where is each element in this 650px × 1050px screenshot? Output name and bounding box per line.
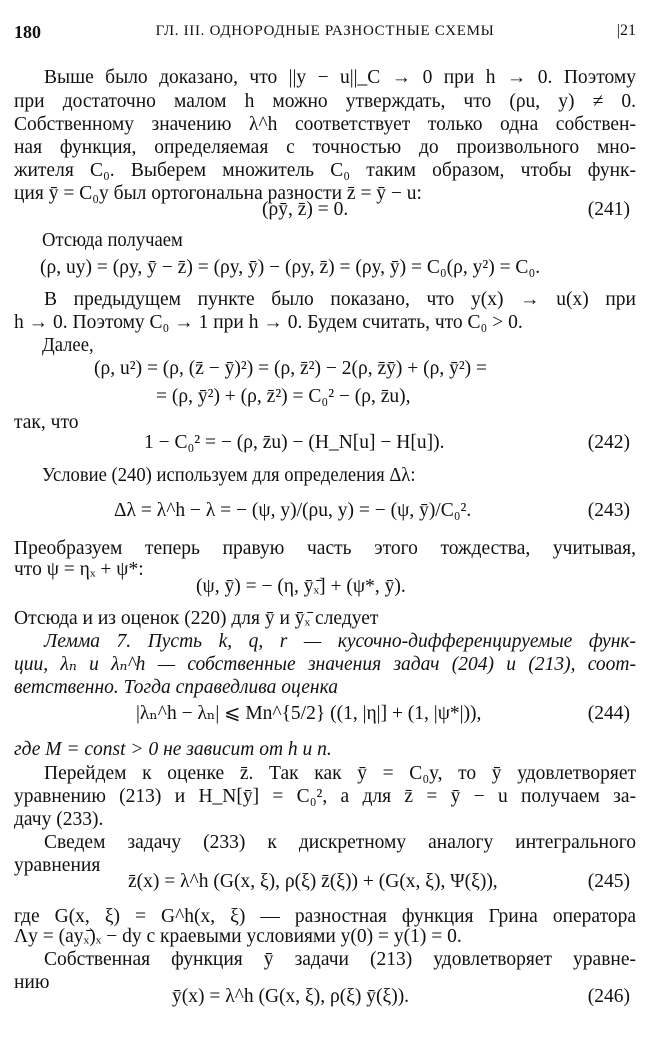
text-line-24: уравнения <box>14 855 101 876</box>
text-line-22: дачу (233). <box>14 809 104 830</box>
equation-number-243: (243) <box>587 500 630 521</box>
text-line-5: жителя C₀. Выберем множитель C₀ таким образом, чтобы функ- <box>14 160 636 181</box>
text-line-14: что ψ = ηₓ + ψ*: <box>14 559 144 580</box>
page-number: 180 <box>14 22 41 42</box>
running-title: ГЛ. III. ОДНОРОДНЫЕ РАЗНОСТНЫЕ СХЕМЫ <box>155 23 495 39</box>
lemma-line-4: где M = const > 0 не зависит от h и n. <box>14 739 332 760</box>
lemma-line-3: ветственно. Тогда справедлива оценка <box>14 677 338 698</box>
text-line-3: Собственному значению λ^h соответствует только одна собствен- <box>14 114 636 135</box>
equation-241: (ρȳ, z̄) = 0. <box>262 199 349 220</box>
text-line-25: где G(x, ξ) = G^h(x, ξ) — разностная функция Грина оператора <box>14 906 636 927</box>
text-line-21: уравнению (213) и H_N[ȳ] = C₀², а для z̄ = ȳ − u получаем за- <box>14 786 636 807</box>
text-line-1: Выше было доказано, что ||y − u||_C → 0 при h → 0. Поэтому <box>44 67 636 88</box>
text-line-8: В предыдущем пункте было показано, что y(x) → u(x) при <box>44 289 636 310</box>
equation-242: 1 − C₀² = − (ρ, z̄u) − (H_N[u] − H[u]). <box>144 432 445 453</box>
equation-246: ȳ(x) = λ^h (G(x, ξ), ρ(ξ) ȳ(ξ)). <box>172 986 410 1007</box>
text-line-6: ция ȳ = C₀y был ортогональна разности z̄ = ȳ − u: <box>14 183 422 204</box>
equation-inner-products: (ρ, uy) = (ρy, ȳ − z̄) = (ρy, ȳ) − (ρy, z̄) = (ρy, ȳ) = C₀(ρ, y²) = C₀. <box>40 257 541 278</box>
text-line-7: Отсюда получаем <box>42 230 183 251</box>
text-line-11: так, что <box>14 412 79 433</box>
equation-number-246: (246) <box>587 986 630 1007</box>
equation-number-244: (244) <box>587 703 630 724</box>
equation-number-242: (242) <box>587 432 630 453</box>
text-line-23: Сведем задачу (233) к дискретному аналогу интегрального <box>44 832 636 853</box>
text-line-28: нию <box>14 972 50 993</box>
equation-244: |λₙ^h − λₙ| ⩽ Mn^{5/2} ((1, |η|] + (1, |ψ*|)), <box>136 703 482 724</box>
text-line-15: Отсюда и из оценок (220) для ȳ и ȳₓ̄ следует <box>14 608 379 629</box>
equation-u-squared-b: = (ρ, ȳ²) + (ρ, z̄²) = C₀² − (ρ, z̄u), <box>156 386 411 407</box>
equation-243: Δλ = λ^h − λ = − (ψ, y)/(ρu, y) = − (ψ, ȳ)/C₀². <box>114 500 472 521</box>
text-line-20: Перейдем к оценке z̄. Так как ȳ = C₀y, то ȳ удовлетворяет <box>44 763 636 784</box>
page-header <box>14 22 636 48</box>
text-line-27: Собственная функция ȳ задачи (213) удовлетворяет уравне- <box>44 949 636 970</box>
lemma-line-2: ции, λₙ и λₙ^h — собственные значения задач (204) и (213), соот- <box>14 654 636 675</box>
equation-psi: (ψ, ȳ) = − (η, ȳₓ̄] + (ψ*, ȳ). <box>196 576 406 597</box>
equation-u-squared-a: (ρ, u²) = (ρ, (z̄ − ȳ)²) = (ρ, z̄²) − 2(ρ, z̄ȳ) + (ρ, ȳ²) = <box>94 358 488 379</box>
text-line-4: ная функция, определяемая с точностью до произвольного мно- <box>14 137 636 158</box>
text-line-2: при достаточно малом h можно утверждать, что (ρu, y) ≠ 0. <box>14 91 636 112</box>
text-line-10: Далее, <box>42 335 94 356</box>
text-line-9: h → 0. Поэтому C₀ → 1 при h → 0. Будем считать, что C₀ > 0. <box>14 312 523 333</box>
equation-number-245: (245) <box>587 871 630 892</box>
lemma-line-1: Лемма 7. Пусть k, q, r — кусочно-дифференцируемые функ- <box>44 631 636 652</box>
text-line-26: Λy = (ayₓ̄)ₓ − dy с краевыми условиями y(0) = y(1) = 0. <box>14 926 462 947</box>
equation-number-241: (241) <box>587 199 630 220</box>
section-number: |21 <box>616 22 636 39</box>
equation-245: z̄(x) = λ^h (G(x, ξ), ρ(ξ) z̄(ξ)) + (G(x, ξ), Ψ(ξ)), <box>128 871 498 892</box>
text-line-13: Преобразуем теперь правую часть этого тождества, учитывая, <box>14 538 636 559</box>
text-line-12: Условие (240) используем для определения Δλ: <box>42 465 416 486</box>
